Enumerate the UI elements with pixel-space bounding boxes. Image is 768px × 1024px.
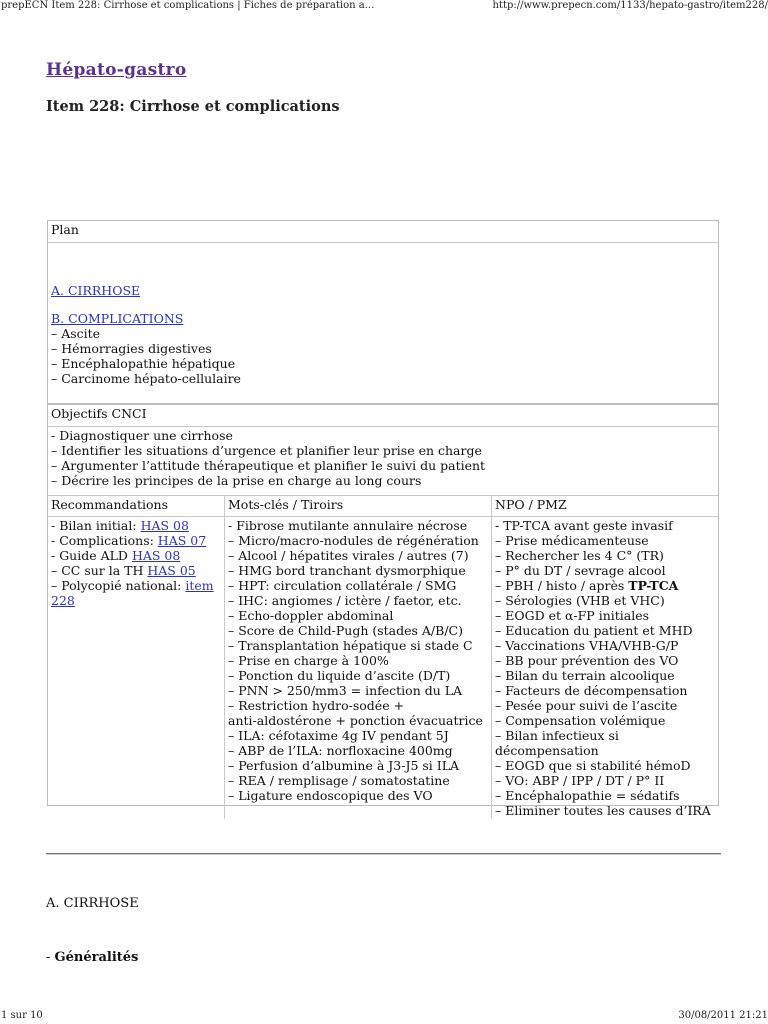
keywords-body — [225, 517, 491, 804]
npo-item: – EOGD et α-FP initiales — [495, 608, 650, 623]
plan-item: – Ascite — [51, 326, 101, 341]
keyword-item: – IHC: angiomes / ictère / faetor, etc. — [228, 593, 462, 608]
npo-item: – Education du patient et MHD — [495, 623, 693, 638]
has-link[interactable]: HAS 08 — [131, 548, 181, 563]
npo-bold-text: TP-TCA — [628, 578, 679, 593]
print-header-title: prepECN Item 228: Cirrhose et complications | Fiches de préparation a... — [1, 0, 375, 11]
keyword-item: – Micro/macro-nodules de régénération — [228, 533, 479, 548]
keywords-column — [225, 496, 492, 819]
plan-box — [47, 220, 719, 404]
npo-item: – Eliminer toutes les causes d’IRA — [495, 803, 711, 818]
keyword-item: – Alcool / hépatites virales / autres (7) — [228, 548, 469, 563]
plan-header: Plan — [48, 221, 718, 243]
recommendation-item: – CC sur la TH HAS 05 — [51, 563, 196, 578]
polycopie-link[interactable]: item 228 — [51, 578, 214, 608]
keyword-item: – PNN > 250/mm3 = infection du LA — [228, 683, 463, 698]
plan-item: – Hémorragies digestives — [51, 341, 212, 356]
npo-item: – Vaccinations VHA/VHB-G/P — [495, 638, 679, 653]
npo-body — [492, 517, 718, 819]
npo-item: – BB pour prévention des VO — [495, 653, 679, 668]
npo-column — [492, 496, 718, 819]
three-column-table — [48, 496, 718, 819]
keyword-item: – HMG bord tranchant dysmorphique — [228, 563, 466, 578]
keyword-item: – REA / remplisage / somatostatine — [228, 773, 450, 788]
npo-item: - TP-TCA avant geste invasif — [495, 518, 673, 533]
npo-header: NPO / PMZ — [495, 497, 567, 512]
keywords-header: Mots-clés / Tiroirs — [228, 497, 344, 512]
keyword-item: – Echo-doppler abdominal — [228, 608, 394, 623]
npo-item: – Facteurs de décompensation — [495, 683, 688, 698]
keyword-item: – ABP de l’ILA: norfloxacine 400mg — [228, 743, 453, 758]
recommendation-item: – Polycopié national: item 228 — [51, 578, 214, 608]
npo-item: – Compensation volémique — [495, 713, 666, 728]
keyword-item: – Prise en charge à 100% — [228, 653, 389, 668]
plan-link-cirrhose[interactable]: A. CIRRHOSE — [51, 283, 141, 298]
keyword-item: – Restriction hydro-sodée + — [228, 698, 405, 713]
keyword-item: – Ligature endoscopique des VO — [228, 788, 433, 803]
npo-item: – EOGD que si stabilité hémoD — [495, 758, 691, 773]
recommendations-body — [48, 517, 224, 609]
print-timestamp: 30/08/2011 21:21 — [678, 1010, 768, 1021]
recommendations-column — [48, 496, 225, 819]
objectives-header: Objectifs CNCI — [48, 405, 718, 427]
npo-item: – Encéphalopathie = sédatifs — [495, 788, 680, 803]
horizontal-divider — [46, 853, 721, 855]
npo-item: – Rechercher les 4 C° (TR) — [495, 548, 664, 563]
plan-link-complications[interactable]: B. COMPLICATIONS — [51, 311, 184, 326]
npo-item: – Pesée pour suivi de l’ascite — [495, 698, 678, 713]
section-heading-generalites: - Généralités — [46, 950, 139, 965]
npo-item: – Prise médicamenteuse — [495, 533, 649, 548]
print-header — [0, 0, 768, 14]
npo-item: – P° du DT / sevrage alcool — [495, 563, 666, 578]
keyword-item: – ILA: céfotaxime 4g IV pendant 5J — [228, 728, 449, 743]
recommendation-item: - Complications: HAS 07 — [51, 533, 207, 548]
npo-item: – VO: ABP / IPP / DT / P° II — [495, 773, 665, 788]
objectives-body — [48, 427, 718, 496]
objective-item: – Décrire les principes de la prise en charge au long cours — [51, 473, 422, 488]
plan-item: – Encéphalopathie hépatique — [51, 356, 236, 371]
plan-item: – Carcinome hépato-cellulaire — [51, 371, 241, 386]
npo-item: – PBH / histo / après TP-TCA — [495, 578, 679, 593]
keyword-item: – Transplantation hépatique si stade C — [228, 638, 473, 653]
objectives-box — [47, 404, 719, 818]
npo-item: – Bilan infectieux si décompensation — [495, 728, 619, 758]
page-counter: 1 sur 10 — [1, 1010, 43, 1021]
item-title: Item 228: Cirrhose et complications — [46, 98, 340, 115]
objective-item: – Identifier les situations d’urgence et planifier leur prise en charge — [51, 443, 482, 458]
npo-item: – Sérologies (VHB et VHC) — [495, 593, 665, 608]
section-heading-cirrhose: A. CIRRHOSE — [46, 896, 139, 911]
print-footer — [0, 1010, 768, 1024]
keyword-item: – Ponction du liquide d’ascite (D/T) — [228, 668, 451, 683]
keyword-item: – HPT: circulation collatérale / SMG — [228, 578, 457, 593]
print-header-url: http://www.prepecn.com/1133/hepato-gastro/item228/ — [492, 0, 768, 11]
has-link[interactable]: HAS 07 — [157, 533, 207, 548]
objective-item: - Diagnostiquer une cirrhose — [51, 428, 233, 443]
recommendations-header: Recommandations — [51, 497, 169, 512]
keyword-item: - Fibrose mutilante annulaire nécrose — [228, 518, 468, 533]
recommendation-item: - Guide ALD HAS 08 — [51, 548, 181, 563]
keyword-item: – Perfusion d’albumine à J3-J5 si ILA — [228, 758, 460, 773]
plan-body — [48, 243, 718, 386]
has-link[interactable]: HAS 08 — [140, 518, 189, 533]
recommendation-item: - Bilan initial: HAS 08 — [51, 518, 189, 533]
section-title-link[interactable]: Hépato-gastro — [46, 60, 187, 80]
npo-item: – Bilan du terrain alcoolique — [495, 668, 675, 683]
objective-item: – Argumenter l’attitude thérapeutique et planifier le suivi du patient — [51, 458, 486, 473]
keyword-item: anti-aldostérone + ponction évacuatrice — [228, 713, 483, 728]
keyword-item: – Score de Child-Pugh (stades A/B/C) — [228, 623, 463, 638]
has-link[interactable]: HAS 05 — [147, 563, 196, 578]
